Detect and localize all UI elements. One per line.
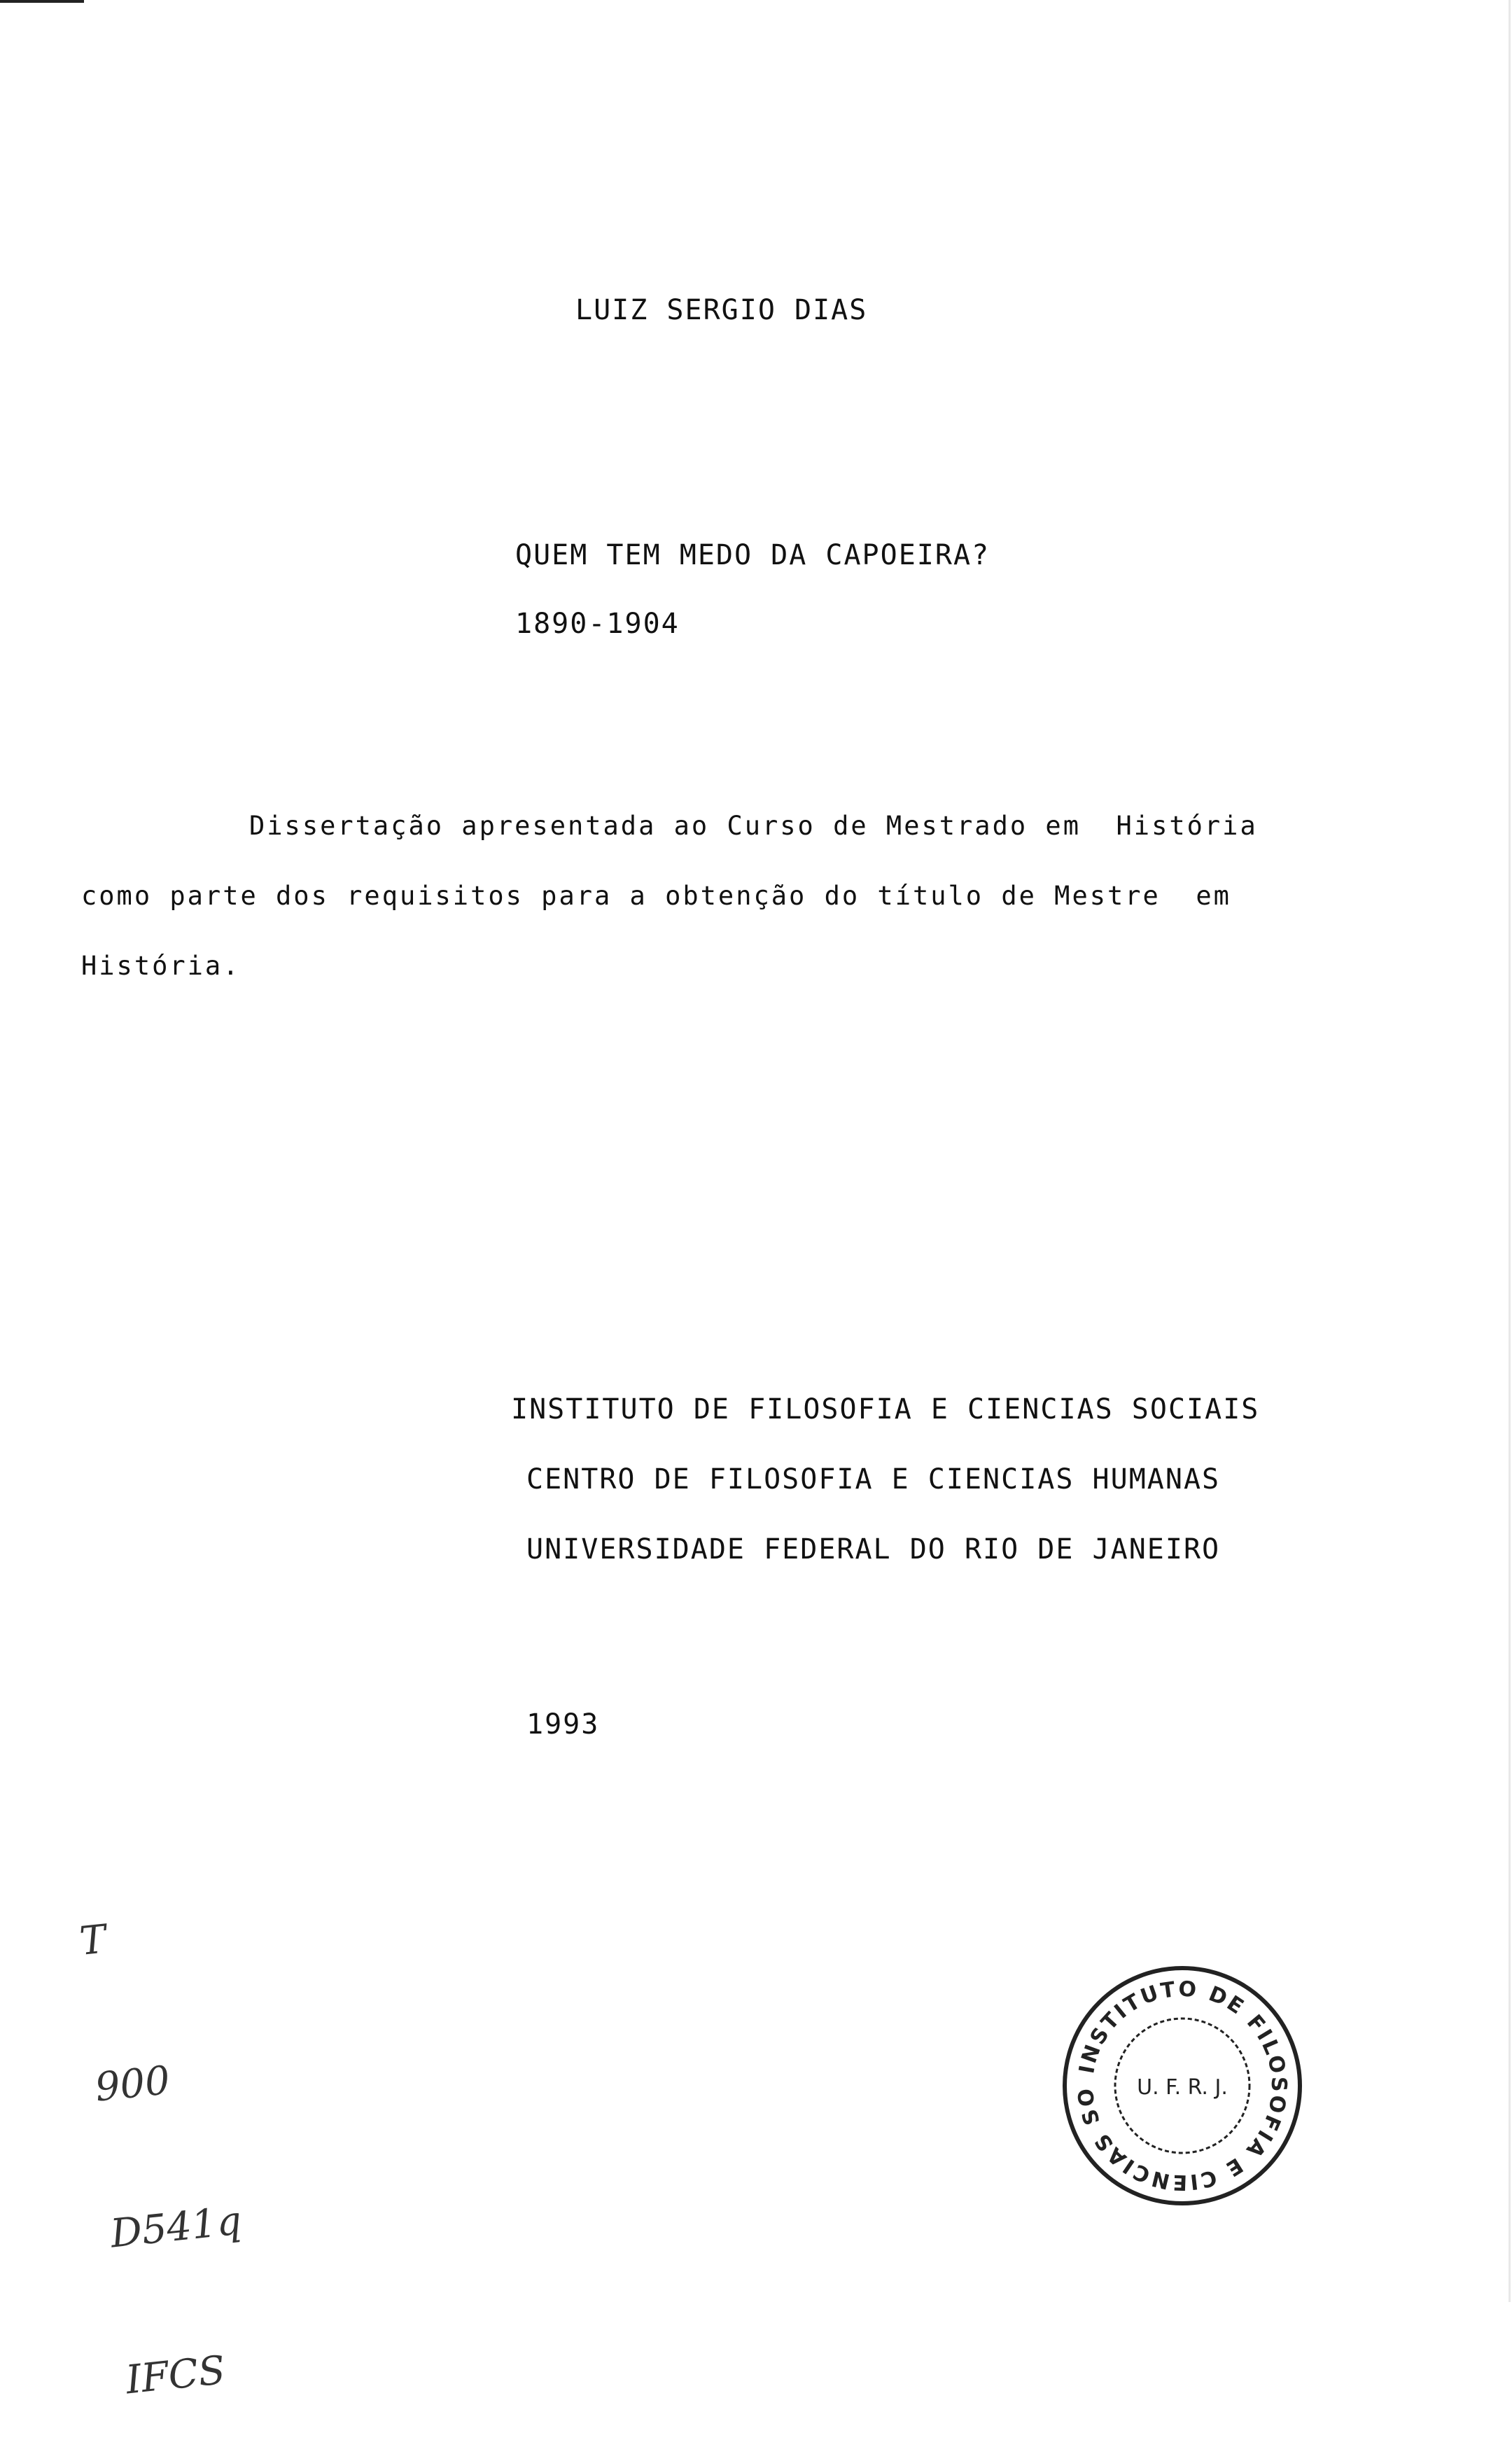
call-number-line: D541q [108, 2198, 244, 2257]
call-number-line: 900 [92, 2057, 172, 2111]
scan-edge [0, 0, 84, 3]
handwritten-call-number [67, 1806, 265, 2454]
call-number-line: T [77, 1916, 108, 1965]
call-number-line: IFCS [123, 2347, 227, 2404]
institution-stamp [1043, 1946, 1295, 2198]
dissertation-title: QUEM TEM MEDO DA CAPOEIRA? [515, 539, 990, 571]
abstract-line-2: como parte dos requisitos para a obtenção do título de Mestre em [81, 881, 1231, 911]
institution-line-2: CENTRO DE FILOSOFIA E CIENCIAS HUMANAS [526, 1463, 1221, 1496]
institution-line-3: UNIVERSIDADE FEDERAL DO RIO DE JANEIRO [526, 1533, 1221, 1566]
institution-line-1: INSTITUTO DE FILOSOFIA E CIENCIAS SOCIAIS [511, 1393, 1260, 1425]
author-name: LUIZ SERGIO DIAS [575, 294, 868, 326]
stamp-center-text: U. F. R. J. [1137, 2075, 1228, 2100]
scan-edge-right [1508, 0, 1511, 2302]
year-range: 1890-1904 [515, 608, 680, 640]
publication-year: 1993 [526, 1708, 600, 1741]
abstract-line-1: Dissertação apresentada ao Curso de Mestrado em História [249, 811, 1258, 841]
stamp-ring-textpath: INSTITUTO DE FILOSOFIA E CIENCIAS SO [1073, 1977, 1292, 2195]
stamp-seal-icon [1056, 1960, 1308, 2212]
abstract-line-3: História. [81, 951, 241, 981]
